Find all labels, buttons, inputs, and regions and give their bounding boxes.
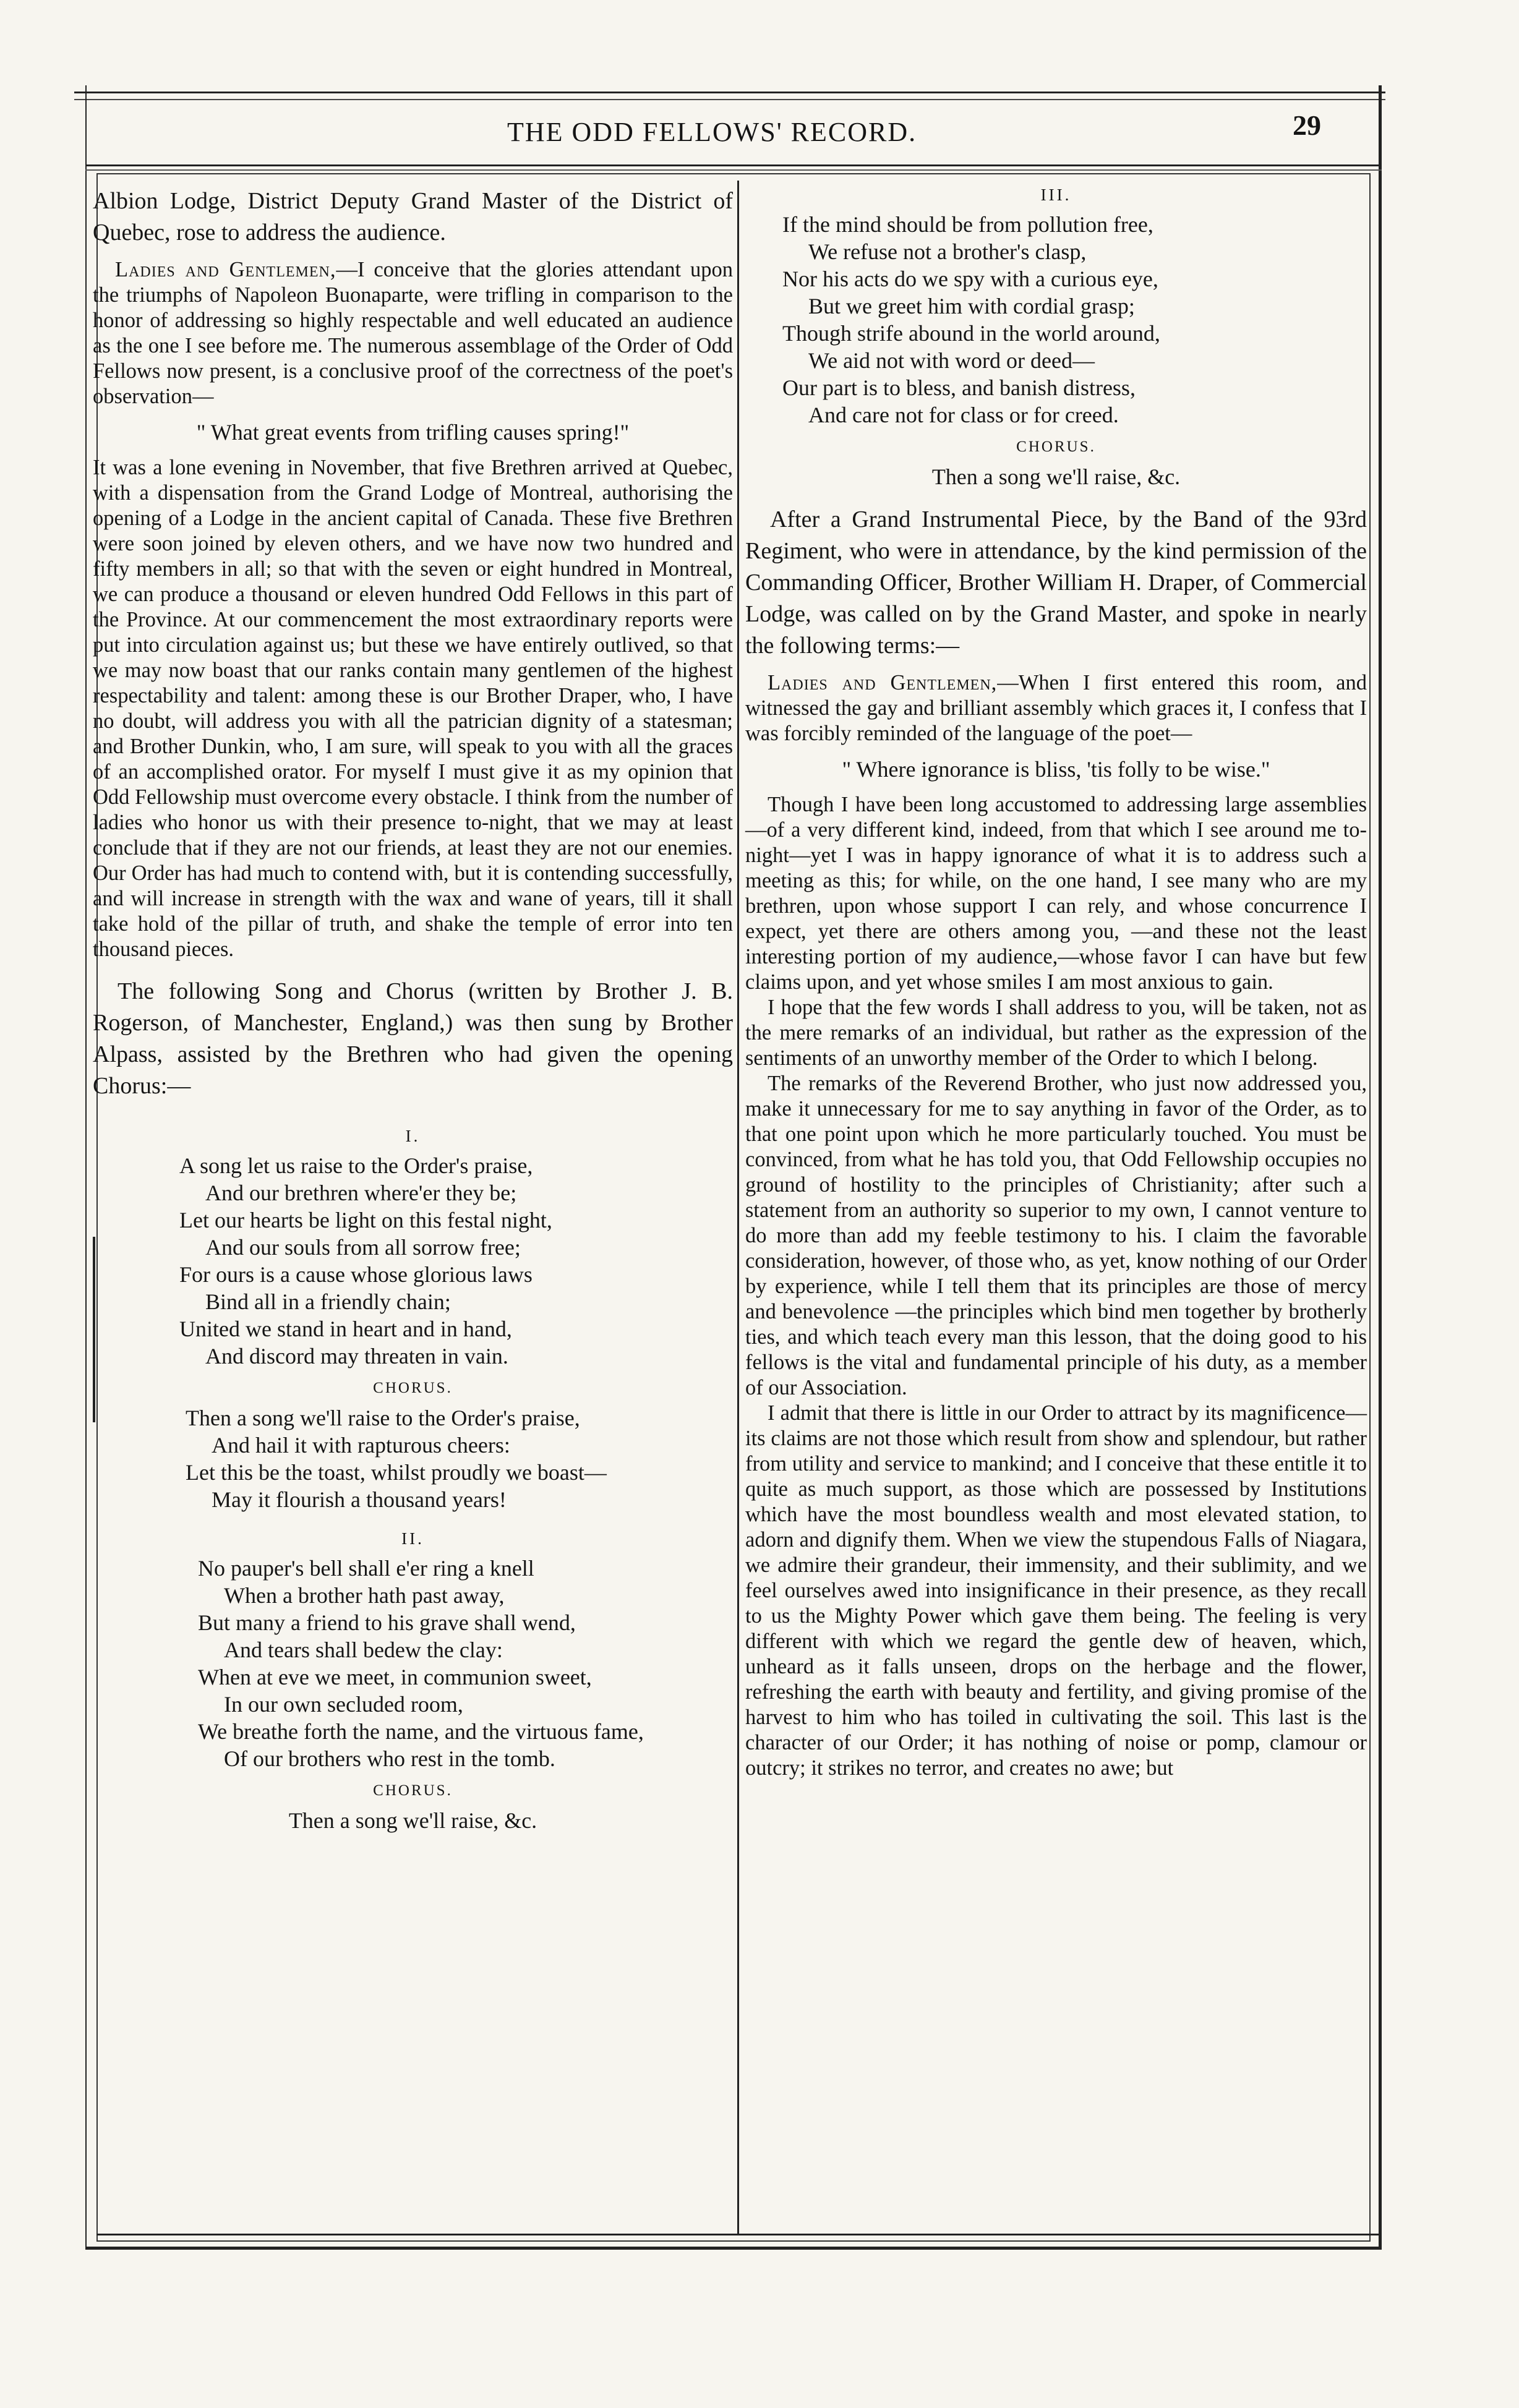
verse-line: Of our brothers who rest in the tomb. <box>224 1746 555 1771</box>
verse-line: Nor his acts do we spy with a curious eye, <box>782 267 1158 291</box>
running-title: THE ODD FELLOWS' RECORD. <box>507 117 917 147</box>
speech-text: —I conceive that the glories attendant upon the triumphs of Napoleon Buonaparte, were trifling in comparison to the honor of addressing so highly respectable and well educated an audience as the one I see before me. The numerous assemblage of the Order of Odd Fellows now present, is a conclusive proof of the correctness of the poet's observation— <box>93 258 733 408</box>
column-separator <box>737 181 739 2234</box>
chorus-heading: CHORUS. <box>373 1782 453 1799</box>
verse-line: And care not for class or for creed. <box>808 403 1119 427</box>
verse-line: And discord may threaten in vain. <box>205 1344 508 1368</box>
verse-line: A song let us raise to the Order's praise, <box>179 1153 533 1178</box>
chorus-heading: CHORUS. <box>373 1380 453 1396</box>
bottom-rule <box>96 2234 1382 2235</box>
salutation: Ladies and Gentlemen, <box>115 258 336 281</box>
intro-paragraph: Albion Lodge, District Deputy Grand Master of the District of Quebec, rose to address the audience. <box>93 188 733 245</box>
speech-paragraph-3: Though I have been long accustomed to addressing large assemblies—of a very different kind, indeed, from that which I see around me to-night—yet I was in happy ignorance of what it is to address such a meeting as this; for while, on the one hand, I see many who are my brethren, upon whose support I can rely, and whose concurrence I expect, yet there are others among you, —and these not the least interesting portion of my audience,—whose favor I can have but few claims upon, and yet whose smiles I am most anxious to gain. <box>745 793 1367 994</box>
verse-line: But many a friend to his grave shall wend, <box>198 1610 576 1635</box>
chorus-1 <box>93 1404 733 1513</box>
speech-paragraph-4: I hope that the few words I shall address to you, will be taken, not as the mere remarks of an individual, but rather as the expression of the sentiments of an unworthy member of the Order to which I belong. <box>745 996 1367 1070</box>
chorus-3: Then a song we'll raise, &c. <box>931 464 1181 489</box>
stanza-number: I. <box>405 1127 421 1145</box>
page-number: 29 <box>1293 109 1321 141</box>
verse-line: United we stand in heart and in hand, <box>179 1317 512 1341</box>
speech-paragraph-6: I admit that there is little in our Order to attract by its magnificence—its claims are not those which result from show and splendour, but rather from utility and service to mankind; and I conceive that these entitle it to quite as much support, as those which are possessed by Institutions which have the most boundless wealth and most elevated station, to adorn and dignify them. When we view the stupendous Falls of Niagara, we admire their grandeur, their immensity, and their sublimity, and we feel ourselves awed into insignificance in their presence, as they recall to us the Mighty Power which gave them being. The feeling is very different with which we regard the gentle dew of heaven, which, unheard as it falls unseen, drops on the herbage and the flower, refreshing the earth with beauty and fertility, and giving promise of the harvest to him who has toiled in cultivating the soil. This last is the character of our Order; it has nothing of noise or pomp, clamour or outcry; it strikes no terror, and creates no awe; but <box>745 1401 1367 1780</box>
verse-line: In our own secluded room, <box>224 1692 463 1717</box>
verse-line: Let our hearts be light on this festal night, <box>179 1208 552 1232</box>
verse-line: Let this be the toast, whilst proudly we boast— <box>186 1460 607 1485</box>
stanza-2 <box>93 1555 733 1772</box>
verse-line: And our souls from all sorrow free; <box>205 1235 521 1260</box>
stanza-number: III. <box>1040 186 1072 204</box>
quotation: " What great events from trifling causes spring!" <box>196 420 630 445</box>
stanza-3 <box>745 211 1367 429</box>
verse-line: We breathe forth the name, and the virtuous fame, <box>198 1719 644 1744</box>
verse-line: Our part is to bless, and banish distress, <box>782 375 1136 400</box>
speech-paragraph-1 <box>93 257 733 409</box>
stanza-1 <box>93 1152 733 1370</box>
verse-line: Bind all in a friendly chain; <box>205 1289 451 1314</box>
verse-line: If the mind should be from pollution free, <box>782 212 1153 237</box>
verse-line: But we greet him with cordial grasp; <box>808 294 1135 318</box>
header-rule <box>85 164 1382 166</box>
verse-line: Though strife abound in the world around, <box>782 321 1160 346</box>
verse-line: May it flourish a thousand years! <box>212 1487 507 1512</box>
draper-speech-opening <box>745 670 1367 746</box>
band-paragraph: After a Grand Instrumental Piece, by the Band of the 93rd Regiment, who were in attendance, by the kind permission of the Commanding Officer, Brother William H. Draper, of Commercial Lodge, was called on by the Grand Master, and spoke in nearly the following terms:— <box>745 506 1367 659</box>
right-column <box>745 186 1367 1781</box>
speech-paragraph-2: It was a lone evening in November, that five Brethren arrived at Quebec, with a dispensation from the Grand Lodge of Montreal, authorising the opening of a Lodge in the ancient capital of Canada. These five Brethren were soon joined by eleven others, and we have now two hundred and fifty members in all; so that with the seven or eight hundred in Montreal, we can produce a thousand or eleven hundred Odd Fellows in this part of the Province. At our commencement the most extraordinary reports were put into circulation against us; but these we have entirely outlived, so that we may now boast that our ranks contain many gentlemen of the highest respectability and talent: among these is our Brother Draper, who, I have no doubt, will address you with all the patrician dignity of a statesman; and Brother Dunkin, who, I am sure, will speak to you with all the graces of an accomplished orator. For myself I must give it as my opinion that Odd Fellowship must overcome every obstacle. I think from the number of ladies who honor us with their presence to-night, that we may at least conclude that if they are not our friends, at least they are not our enemies. Our Order has had much to contend with, but it is contending successfully, and will increase in strength with the wax and wane of years, till it shall take hold of the pillar of truth, and shake the temple of error into ten thousand pieces. <box>93 456 733 961</box>
verse-line: Then a song we'll raise to the Order's praise, <box>186 1406 580 1430</box>
verse-line: We refuse not a brother's clasp, <box>808 239 1087 264</box>
song-introduction: The following Song and Chorus (written by Brother J. B. Rogerson, of Manchester, England,) was then sung by Brother Alpass, assisted by the Brethren who had given the opening Chorus:— <box>93 978 733 1099</box>
header-rule-thin <box>85 169 1382 171</box>
quotation: " Where ignorance is bliss, 'tis folly to be wise." <box>842 757 1270 782</box>
verse-line: We aid not with word or deed— <box>808 348 1095 373</box>
speech-paragraph-5: The remarks of the Reverend Brother, who just now addressed you, make it unnecessary for me to say anything in favor of the Order, as to that one point upon which he more particularly touched. You must be convinced, from what he has told you, that Odd Fellowship occupies no ground of hostility to the principles of Christianity; after such a statement from an authority so superior to my own, I cannot venture to do more than add my feeble testimony to his. I claim the favorable consideration, however, of those who, as yet, know nothing of our Order by experience, while I tell them that its principles are those of mercy and benevolence —the principles which bind men together by brotherly ties, and which teach every man this lesson, that the doing good to his fellows is the vital and fundamental principle of his duty, as a member of our Association. <box>745 1072 1367 1399</box>
verse-line: And hail it with rapturous cheers: <box>212 1433 510 1458</box>
verse-line: When a brother hath past away, <box>224 1583 505 1608</box>
verse-line: And tears shall bedew the clay: <box>224 1637 503 1662</box>
speech-text: —When I first entered this room, and witnessed the gay and brilliant assembly which graces it, I confess that I was forcibly reminded of the language of the poet— <box>745 671 1367 745</box>
verse-line: For ours is a cause whose glorious laws <box>179 1262 533 1287</box>
verse-line: And our brethren where'er they be; <box>205 1181 517 1205</box>
chorus-heading: CHORUS. <box>1016 438 1096 455</box>
salutation: Ladies and Gentlemen, <box>768 671 998 694</box>
verse-line: When at eve we meet, in communion sweet, <box>198 1665 592 1689</box>
stanza-number: II. <box>401 1529 424 1548</box>
left-column <box>93 186 733 1834</box>
chorus-2: Then a song we'll raise, &c. <box>288 1808 537 1833</box>
verse-line: No pauper's bell shall e'er ring a knell <box>198 1556 534 1581</box>
